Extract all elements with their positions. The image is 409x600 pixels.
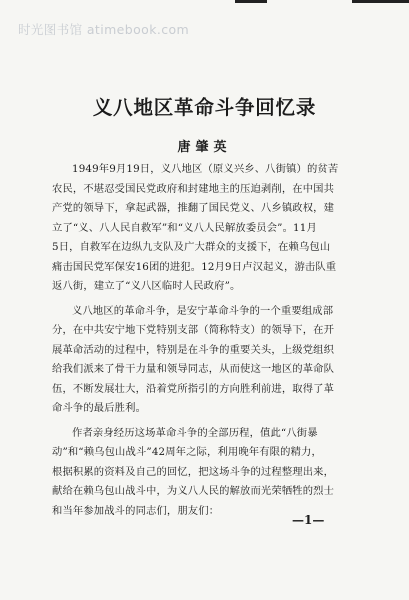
text-line: 动”和“赖乌包山战斗”42周年之际，利用晚年有限的精力， bbox=[52, 446, 322, 458]
text-line: 展革命活动的过程中，特别是在斗争的重要关头，上级党组织 bbox=[52, 343, 335, 356]
text-line: 产党的领导下，拿起武器，推翻了国民党义、八乡镇政权，建 bbox=[52, 202, 335, 214]
page-number: —1— bbox=[292, 513, 325, 527]
text-line: 1949年9月19日，义八地区（原义兴乡、八街镇）的贫苦 bbox=[72, 163, 339, 175]
paragraph-1 bbox=[52, 160, 367, 297]
page-title: 义八地区革命斗争回忆录 bbox=[92, 96, 317, 119]
text-line: 义八地区的革命斗争，是安宁革命斗争的一个重要组成部 bbox=[72, 304, 334, 317]
text-line: 立了“义、八人民自救军”和“义八人民解放委员会”。11月 bbox=[52, 221, 317, 234]
article-body bbox=[52, 160, 367, 521]
text-line: 作者亲身经历这场革命斗争的全部历程，值此“八街暴 bbox=[72, 426, 318, 439]
top-edge-mark-right bbox=[352, 0, 409, 3]
text-line: 伍，不断发展壮大，沿着党所指引的方向胜利前进，取得了革 bbox=[52, 382, 335, 395]
text-line: 命斗争的最后胜利。 bbox=[52, 402, 147, 414]
paragraph-3 bbox=[52, 424, 367, 522]
text-line: 献给在赖乌包山战斗中，为义八人民的解放而光荣牺牲的烈士 bbox=[52, 485, 335, 497]
watermark: 时光图书馆 atimebook.com bbox=[18, 22, 190, 37]
text-line: 返八街，建立了“义八区临时人民政府”。 bbox=[52, 280, 241, 292]
text-line: 痛击国民党军保安16团的进犯。12月9日卢汉起义，游击队重 bbox=[52, 260, 337, 273]
text-line: 根据积累的资料及自己的回忆，把这场斗争的过程整理出来， bbox=[52, 465, 335, 478]
text-line: 农民，不堪忍受国民党政府和封建地主的压迫剥削，在中国共 bbox=[52, 182, 335, 195]
text-line: 和当年参加战斗的同志们，朋友们： bbox=[52, 504, 220, 517]
text-line: 5日，自救军在边纵九支队及广大群众的支援下，在赖乌包山 bbox=[52, 241, 331, 253]
text-line: 给我们派来了骨干力量和领导同志，从而使这一地区的革命队 bbox=[52, 363, 335, 375]
top-edge-mark-left bbox=[235, 0, 267, 3]
author-name: 唐肇英 bbox=[177, 140, 232, 155]
text-line: 分，在中共安宁地下党特别支部（简称特支）的领导下，在开 bbox=[52, 324, 335, 336]
paragraph-2 bbox=[52, 302, 367, 419]
